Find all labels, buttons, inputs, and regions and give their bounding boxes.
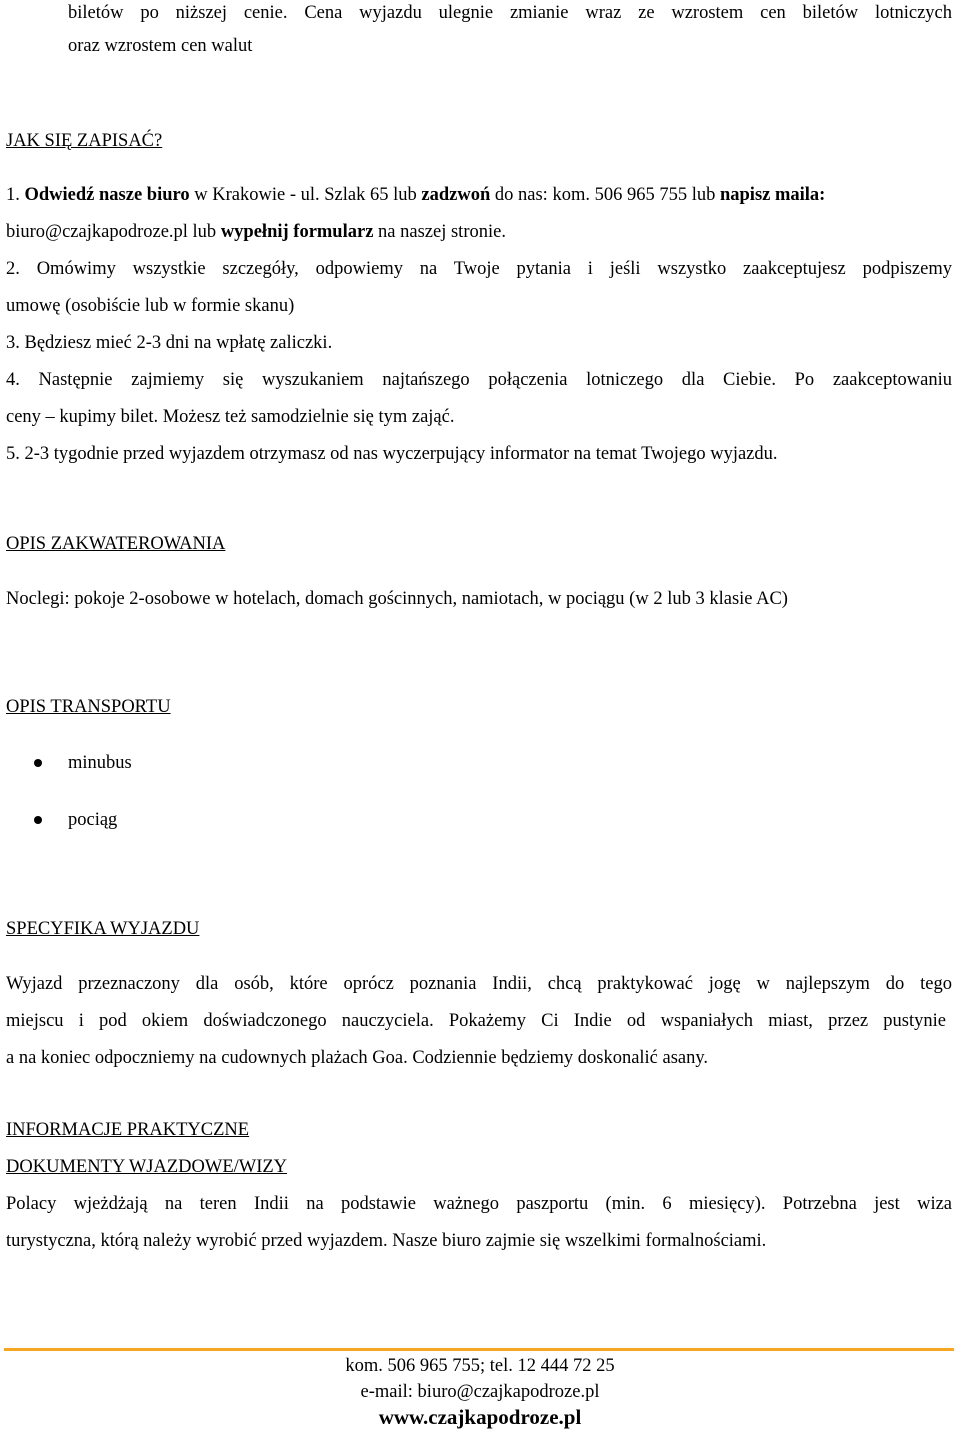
signup-step-2-line-1: 2. Omówimy wszystkie szczegóły, odpowiemy na Twoje pytania i jeśli wszystko zaakceptujesz podpiszemy [6, 259, 952, 279]
documents-subheading: DOKUMENTY WJAZDOWE/WIZY [6, 1157, 288, 1177]
step1-text-phone: do nas: kom. 506 965 755 lub [490, 185, 720, 205]
intro-line-1: biletów po niższej cenie. Cena wyjazdu ulegnie zmianie wraz ze wzrostem cen biletów lotniczych [68, 3, 952, 23]
signup-step-3: 3. Będziesz mieć 2-3 dni na wpłatę zaliczki. [6, 333, 333, 353]
transport-item-minibus: minubus [68, 753, 132, 773]
step1-number: 1. [6, 185, 25, 205]
signup-step-4-line-1: 4. Następnie zajmiemy się wyszukaniem najtańszego połączenia lotniczego dla Ciebie. Po zaakceptowaniu [6, 370, 952, 390]
step1-bold-call: zadzwoń [421, 185, 491, 205]
step1-text-address: w Krakowie - ul. Szlak 65 lub [189, 185, 422, 205]
signup-step-5: 5. 2-3 tygodnie przed wyjazdem otrzymasz od nas wyczerpujący informator na temat Twojego wyjazdu. [6, 444, 778, 464]
specifics-line-2: miejscu i pod okiem doświadczonego nauczyciela. Pokażemy Ci Indie od wspaniałych miast, przez pustynie [6, 1011, 946, 1031]
footer-phones: kom. 506 965 755; tel. 12 444 72 25 [345, 1356, 615, 1376]
transport-heading: OPIS TRANSPORTU [6, 697, 171, 717]
signup-step-2-line-2: umowę (osobiście lub w formie skanu) [6, 296, 295, 316]
footer-website-link[interactable]: www.czajkapodroze.pl [378, 1405, 582, 1429]
bullet-icon [34, 759, 42, 767]
step1-bold-form: wypełnij formularz [220, 222, 374, 242]
footer-email: e-mail: biuro@czajkapodroze.pl [360, 1382, 600, 1402]
signup-step-1-cont [6, 220, 952, 244]
signup-heading: JAK SIĘ ZAPISAĆ? [6, 131, 163, 151]
step1-text-email: biuro@czajkapodroze.pl lub [6, 222, 221, 242]
practical-line-1: Polacy wjeżdżają na teren Indii na podstawie ważnego paszportu (min. 6 miesięcy). Potrzebna jest wiza [6, 1194, 952, 1214]
practical-line-2: turystyczna, którą należy wyrobić przed wyjazdem. Nasze biuro zajmie się wszelkimi formalnościami. [6, 1231, 767, 1251]
step1-bold-office: Odwiedź nasze biuro [24, 185, 190, 205]
signup-step-1 [6, 183, 952, 207]
footer-divider [4, 1348, 954, 1351]
signup-step-4-line-2: ceny – kupimy bilet. Możesz też samodzielnie się tym zająć. [6, 407, 455, 427]
accommodation-heading: OPIS ZAKWATEROWANIA [6, 534, 226, 554]
intro-line-2: oraz wzrostem cen walut [68, 36, 253, 56]
accommodation-text: Noclegi: pokoje 2-osobowe w hotelach, domach gościnnych, namiotach, w pociągu (w 2 lub 3 klasie AC) [6, 589, 788, 609]
specifics-heading: SPECYFIKA WYJAZDU [6, 919, 200, 939]
step1-bold-mail: napisz maila: [719, 185, 826, 205]
step1-text-site: na naszej stronie. [373, 222, 506, 242]
specifics-line-1: Wyjazd przeznaczony dla osób, które oprócz poznania Indii, chcą praktykować jogę w najlepszym do tego [6, 974, 952, 994]
practical-heading: INFORMACJE PRAKTYCZNE [6, 1120, 250, 1140]
transport-item-train: pociąg [68, 810, 118, 830]
specifics-line-3: a na koniec odpoczniemy na cudownych plażach Goa. Codziennie będziemy doskonalić asany. [6, 1048, 709, 1068]
bullet-icon [34, 816, 42, 824]
